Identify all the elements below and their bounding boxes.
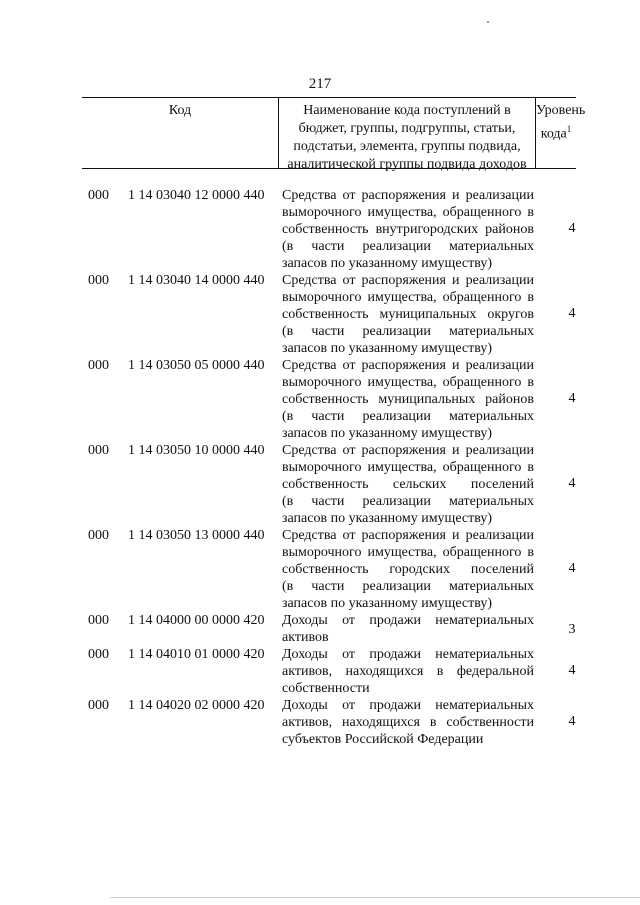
row-description-line: собственность внутригородских районов (282, 222, 534, 237)
header-name-line: аналитической группы подвида доходов (287, 157, 527, 172)
row-admin-code: 000 (88, 647, 109, 662)
row-description-line: собственность муниципальных округов (282, 307, 534, 322)
row-description-line: собственность сельских поселений (282, 477, 534, 492)
row-description-line: (в части реализации материальных (282, 494, 534, 509)
row-description-line: запасов по указанному имуществу) (282, 341, 493, 356)
row-description (282, 612, 534, 646)
row-revenue-code: 1 14 03040 14 0000 440 (128, 273, 265, 288)
row-description-line: запасов по указанному имуществу) (282, 511, 493, 526)
row-description-line: (в части реализации материальных (282, 324, 534, 339)
row-description-line: Доходы от продажи нематериальных (282, 698, 534, 713)
row-description (282, 187, 534, 272)
row-description-line: активов, находящихся в федеральной (282, 664, 534, 679)
row-description-line: собственность муниципальных районов (282, 392, 534, 407)
row-admin-code: 000 (88, 698, 109, 713)
header-level-line (536, 120, 576, 144)
row-admin-code: 000 (88, 188, 109, 203)
header-name-line: бюджет, группы, подгруппы, статьи, (298, 121, 516, 136)
row-description (282, 646, 534, 697)
row-description-line: выморочного имущества, обращенного в (282, 205, 534, 220)
scan-mark (487, 21, 489, 23)
row-description-line: собственность городских поселений (282, 562, 534, 577)
row-revenue-code: 1 14 03040 12 0000 440 (128, 188, 265, 203)
row-description (282, 697, 534, 748)
header-code: Код (168, 103, 192, 118)
row-admin-code: 000 (88, 528, 109, 543)
row-description (282, 272, 534, 357)
row-description-line: запасов по указанному имуществу) (282, 596, 493, 611)
row-description-line: Средства от распоряжения и реализации (282, 188, 534, 203)
row-admin-code: 000 (88, 273, 109, 288)
row-description-line: (в части реализации материальных (282, 579, 534, 594)
row-revenue-code: 1 14 04020 02 0000 420 (128, 698, 265, 713)
row-level: 4 (568, 391, 576, 406)
row-revenue-code: 1 14 03050 13 0000 440 (128, 528, 265, 543)
header-level-text: кода (540, 126, 567, 142)
row-level: 4 (568, 306, 576, 321)
row-description-line: запасов по указанному имуществу) (282, 256, 493, 271)
row-description-line: Доходы от продажи нематериальных (282, 647, 534, 662)
row-description-line: субъектов Российской Федерации (282, 732, 484, 747)
row-description (282, 442, 534, 527)
row-revenue-code: 1 14 03050 05 0000 440 (128, 358, 265, 373)
row-description-line: выморочного имущества, обращенного в (282, 290, 534, 305)
row-description-line: выморочного имущества, обращенного в (282, 460, 534, 475)
row-description-line: Средства от распоряжения и реализации (282, 443, 534, 458)
row-description-line: Доходы от продажи нематериальных (282, 613, 534, 628)
row-level: 4 (568, 663, 576, 678)
row-description (282, 357, 534, 442)
header-name-line: Наименование кода поступлений в (303, 103, 511, 118)
header-name (278, 98, 536, 172)
scan-mark (110, 897, 640, 898)
row-revenue-code: 1 14 03050 10 0000 440 (128, 443, 265, 458)
page-number: 217 (308, 76, 332, 92)
row-level: 4 (568, 476, 576, 491)
row-description-line: (в части реализации материальных (282, 409, 534, 424)
row-admin-code: 000 (88, 443, 109, 458)
row-description-line: активов, находящихся в собственности (282, 715, 534, 730)
header-level (536, 98, 586, 168)
row-description-line: Средства от распоряжения и реализации (282, 273, 534, 288)
header-name-line: подстатьи, элемента, группы подвида, (293, 139, 521, 154)
row-description-line: Средства от распоряжения и реализации (282, 528, 534, 543)
row-revenue-code: 1 14 04000 00 0000 420 (128, 613, 265, 628)
row-level: 4 (568, 221, 576, 236)
header-level-footnote: 1 (566, 124, 572, 134)
row-revenue-code: 1 14 04010 01 0000 420 (128, 647, 265, 662)
row-description-line: (в части реализации материальных (282, 239, 534, 254)
row-admin-code: 000 (88, 613, 109, 628)
row-description-line: собственности (282, 681, 370, 696)
row-description (282, 527, 534, 612)
row-level: 4 (568, 561, 576, 576)
row-admin-code: 000 (88, 358, 109, 373)
row-level: 4 (568, 714, 576, 729)
header-level-line: Уровень (536, 103, 586, 118)
row-description-line: выморочного имущества, обращенного в (282, 375, 534, 390)
table-header (82, 97, 586, 172)
row-description-line: активов (282, 630, 329, 645)
row-description-line: запасов по указанному имуществу) (282, 426, 493, 441)
row-description-line: выморочного имущества, обращенного в (282, 545, 534, 560)
row-description-line: Средства от распоряжения и реализации (282, 358, 534, 373)
row-level: 3 (568, 621, 576, 637)
